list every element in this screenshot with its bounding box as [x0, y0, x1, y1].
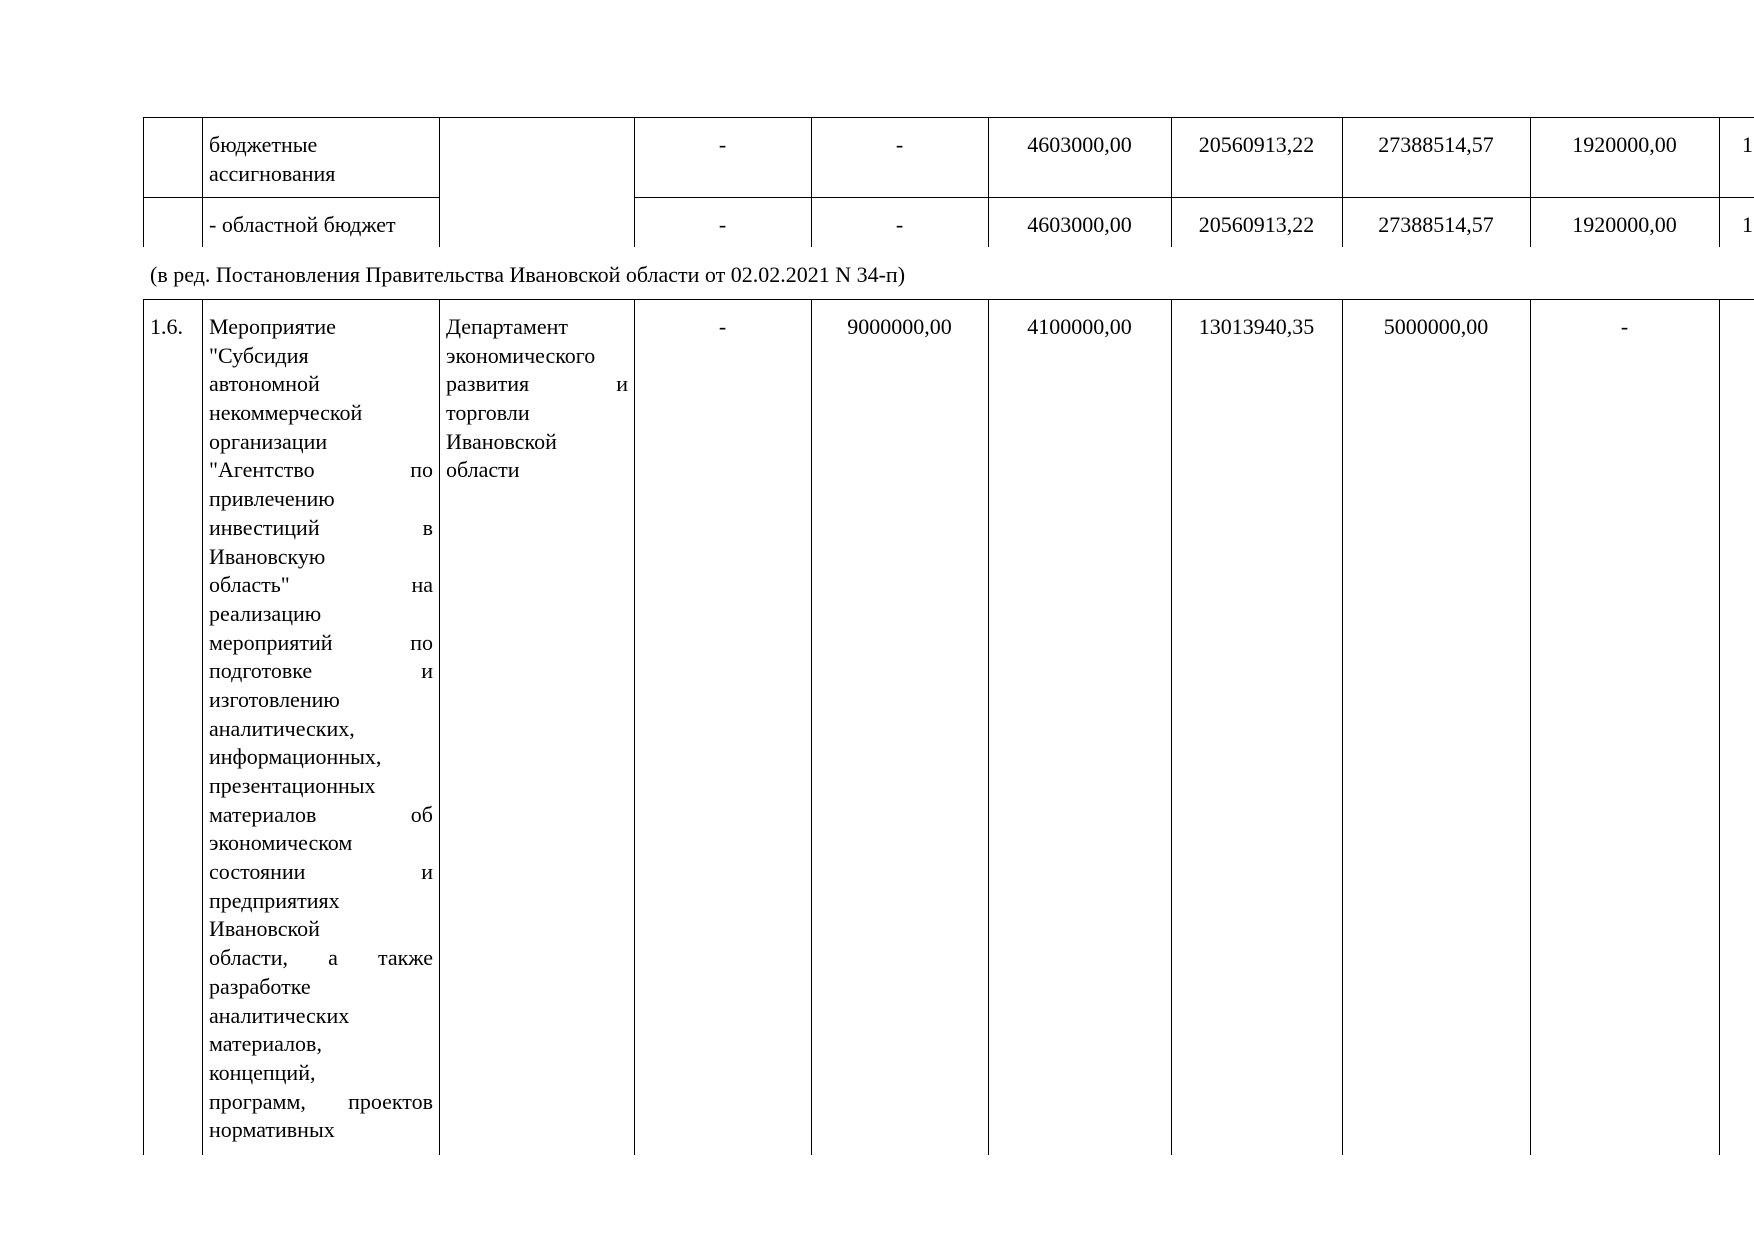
cell-text-line: аналитических [209, 1002, 350, 1028]
cell-value-cut: 1 [1742, 132, 1753, 157]
row-label-line: бюджетные [209, 132, 318, 157]
cell-text-line: торговли [446, 400, 530, 426]
measure-number: 1.6. [150, 314, 183, 339]
cell-text-line: некоммерческой [209, 400, 363, 426]
measure-executor [446, 313, 628, 485]
cell-value: - [895, 132, 904, 157]
col-line-3-bottom [634, 299, 635, 1155]
cell-word: инвестиций [209, 514, 320, 540]
row-1-bottom-border-values [634, 197, 1754, 198]
cell-text-line: презентационных [209, 773, 376, 798]
cell-text-line [209, 629, 433, 658]
col-line-1-top [202, 117, 203, 247]
col-line-8-bottom [1530, 299, 1531, 1155]
cell-word: программ, [209, 1088, 306, 1114]
cell-text-line: нормативных [209, 1117, 335, 1143]
cell-value: 4603000,00 [1027, 132, 1132, 157]
cell-word: подготовке [209, 658, 313, 684]
cell-word: проектов [348, 1088, 433, 1114]
cell-text-line: экономического [446, 342, 596, 368]
cell-text-line: Мероприятие [209, 314, 336, 339]
cell-value: - [1620, 314, 1629, 339]
cell-value: 5000000,00 [1383, 314, 1489, 339]
cell-value: - [718, 212, 727, 237]
col-line-5-bottom [988, 299, 989, 1155]
cell-value: 9000000,00 [847, 314, 952, 339]
cell-text-line: информационных, [209, 744, 382, 770]
cell-text-line: организации [209, 428, 328, 454]
col-line-7-bottom [1342, 299, 1343, 1155]
cell-text-line: "Субсидия [209, 342, 309, 368]
cell-word: по [410, 629, 433, 655]
col-line-2-bottom [439, 299, 440, 1155]
cell-text-line: реализацию [209, 600, 322, 626]
cell-word: "Агентство [209, 457, 315, 483]
cell-value: 4100000,00 [1027, 314, 1132, 339]
cell-text-line: Ивановскую [209, 543, 326, 569]
cell-text-line [446, 370, 628, 399]
cell-value: 20560913,22 [1198, 212, 1315, 237]
cell-text-line: области [446, 457, 520, 483]
cell-value: 1920000,00 [1572, 132, 1677, 157]
col-line-9-bottom [1719, 299, 1720, 1155]
col-line-6-bottom [1171, 299, 1172, 1155]
cell-value: 1920000,00 [1572, 212, 1677, 237]
cell-text-line: предприятиях [209, 887, 340, 913]
cell-text-line [209, 944, 433, 973]
cell-text-line [209, 456, 433, 485]
cell-text-line: Ивановской [209, 916, 320, 942]
cell-value: 27388514,57 [1378, 132, 1494, 157]
cell-text-line [209, 571, 433, 600]
cell-word: область" [209, 572, 290, 598]
cell-word: материалов [209, 801, 317, 827]
cell-text-line [209, 1088, 433, 1117]
cell-text-line: привлечению [209, 486, 335, 512]
cell-value: 4603000,00 [1027, 212, 1132, 237]
cell-text-line: разработке [209, 973, 311, 999]
measure-name [209, 313, 433, 1145]
cell-text-line: экономическом [209, 830, 353, 856]
col-line-0-bottom [143, 299, 144, 1155]
row-label: - областной бюджет [209, 212, 396, 237]
cell-text-line: Ивановской [446, 428, 557, 454]
cell-text-line: концепций, [209, 1059, 316, 1085]
col-line-2-top [439, 117, 440, 247]
cell-text-line: изготовлению [209, 686, 340, 712]
cell-text-line: материалов, [209, 1031, 322, 1057]
cell-word: и [616, 371, 628, 397]
amendment-note: (в ред. Постановления Правительства Ивановской области от 02.02.2021 N 34-п) [150, 262, 906, 287]
cell-word: и [421, 658, 433, 684]
col-line-9-top [1719, 117, 1720, 247]
cell-word: об [410, 801, 433, 827]
cell-word: по [410, 457, 433, 483]
cell-word: а [328, 945, 338, 971]
cell-value: - [895, 212, 904, 237]
row-1-bottom-border [143, 197, 440, 198]
cell-text-line: аналитических, [209, 715, 355, 741]
cell-text-line [209, 801, 433, 830]
cell-value: - [718, 314, 727, 339]
cell-word: также [377, 945, 433, 971]
col-line-4-bottom [811, 299, 812, 1155]
cell-word: области, [209, 945, 289, 971]
cell-word: состоянии [209, 859, 306, 885]
row-label-line: ассигнования [209, 161, 336, 186]
cell-text-line: Департамент [446, 314, 569, 339]
cell-word: мероприятий [209, 629, 333, 655]
cell-word: развития [446, 371, 530, 397]
cell-text-line [209, 514, 433, 543]
table-top-border [143, 117, 1754, 118]
cell-word: и [421, 859, 433, 885]
cell-value: 20560913,22 [1198, 132, 1315, 157]
cell-value: - [718, 132, 727, 157]
col-line-0-top [143, 117, 144, 247]
note-bottom-border [143, 299, 1754, 300]
cell-word: на [411, 572, 433, 598]
cell-value: 13013940,35 [1198, 314, 1315, 339]
cell-word: в [422, 514, 433, 540]
col-line-1-bottom [202, 299, 203, 1155]
cell-value-cut: 1 [1742, 212, 1753, 237]
cell-value: 27388514,57 [1378, 212, 1494, 237]
cell-text-line [209, 657, 433, 686]
cell-text-line [209, 858, 433, 887]
cell-text-line: автономной [209, 371, 320, 397]
